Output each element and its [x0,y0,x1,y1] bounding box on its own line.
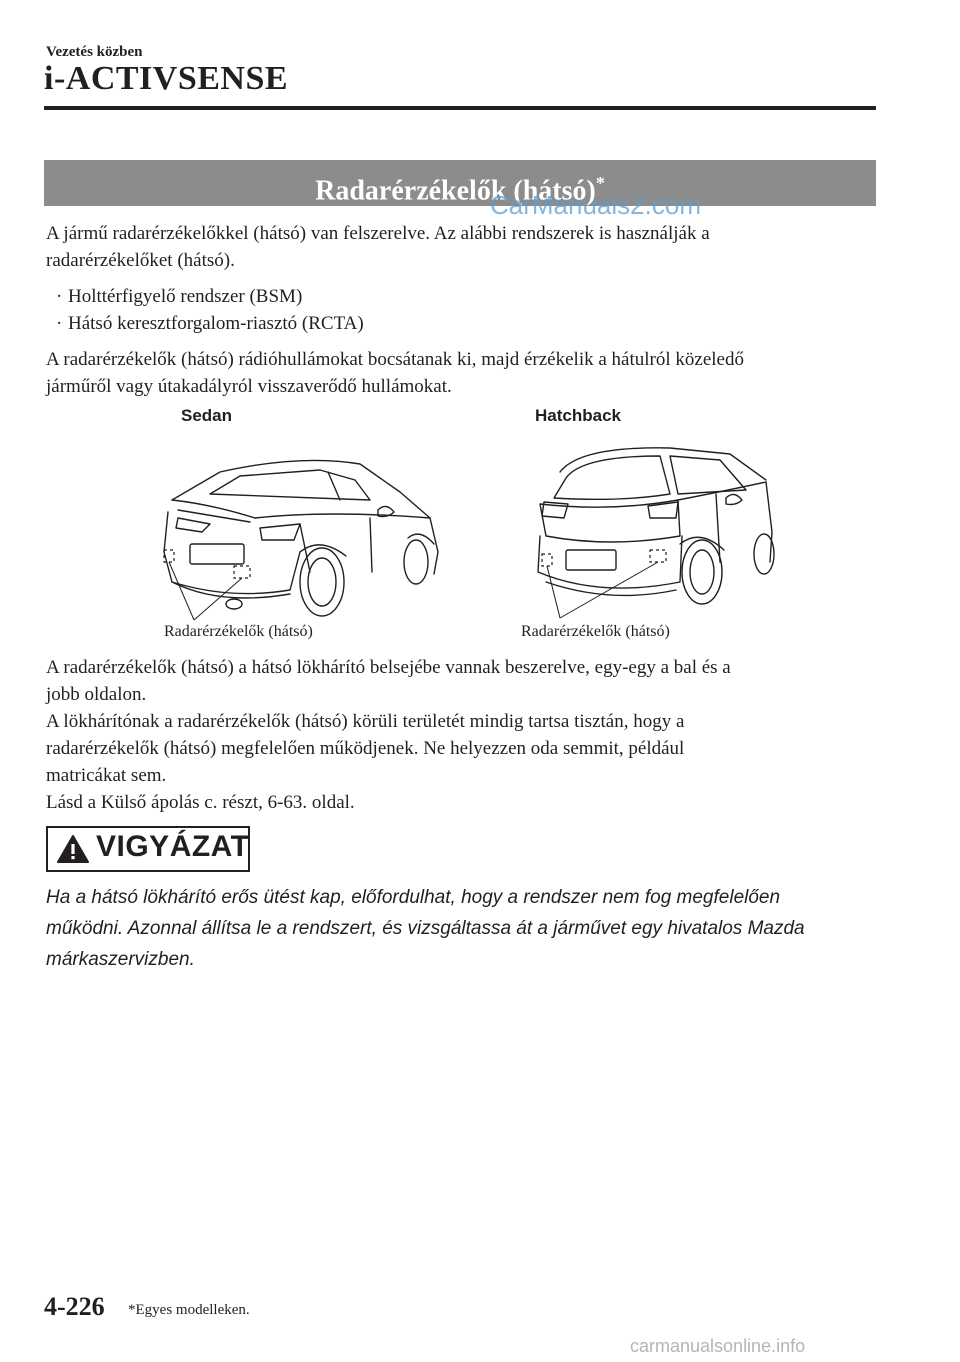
figure-title-sedan: Sedan [181,406,233,425]
warning-label: VIGYÁZAT [96,830,250,863]
bullet-item-rcta [56,310,364,337]
body-line: A radarérzékelők (hátsó) a hátsó lökhárító belsejébe vannak beszerelve, egy-egy a bal és a [46,657,731,678]
body-line: jobb oldalon. [46,684,147,705]
body-line: matricákat sem. [46,765,167,786]
intro-line: radarérzékelőket (hátsó). [46,250,235,271]
body-line: Lásd a Külső ápolás c. részt, 6-63. oldal. [46,792,355,813]
chapter-title: i-ACTIVSENSE [44,60,289,97]
figure-caption-hatchback: Radarérzékelők (hátsó) [521,623,670,640]
sedan-illustration [150,432,450,624]
watermark-bottom: carmanualsonline.info [630,1336,806,1356]
warning-triangle-icon [56,834,90,864]
bullet-item-bsm [56,283,302,310]
bullet-text: Holttérfigyelő rendszer (BSM) [68,286,303,307]
page-number: 4-226 [44,1292,105,1321]
warning-text [46,882,876,975]
radar-paragraph [46,346,876,400]
banner-asterisk: * [595,173,605,193]
chapter-divider [44,106,876,110]
figure-caption-sedan: Radarérzékelők (hátsó) [164,623,313,640]
hatchback-illustration [520,432,790,624]
figure-title-hatchback: Hatchback [535,406,621,425]
intro-line: A jármű radarérzékelőkkel (hátsó) van felszerelve. Az alábbi rendszerek is használják a [46,223,710,244]
section-banner [44,160,876,206]
warning-line: márkaszervizben. [46,949,195,970]
body-line: radarérzékelők (hátsó) megfelelően működjenek. Ne helyezzen oda semmit, például [46,738,685,759]
body-paragraph [46,654,876,816]
banner-title: Radarérzékelők (hátsó) [315,175,596,207]
radar-line: A radarérzékelők (hátsó) rádióhullámokat bocsátanak ki, majd érzékelik a hátulról közeledő [46,349,744,370]
bullet-text: Hátsó keresztforgalom-riasztó (RCTA) [68,313,364,334]
intro-paragraph [46,220,876,274]
watermark-top: CarManuals2.com [490,190,701,220]
warning-line: Ha a hátsó lökhárító erős ütést kap, előfordulhat, hogy a rendszer nem fog megfelelően [46,887,781,908]
bullet-dot: · [56,313,63,334]
bullet-dot: · [56,286,63,307]
body-line: A lökhárítónak a radarérzékelők (hátsó) körüli területét mindig tartsa tisztán, hogy a [46,711,685,732]
radar-line: járműről vagy útakadályról visszaverődő hullámokat. [46,376,452,397]
footnote: *Egyes modelleken. [128,1302,250,1318]
warning-line: működni. Azonnal állítsa le a rendszert, és vizsgáltassa át a járművet egy hivatalos Mazda [46,918,805,939]
section-label: Vezetés közben [46,44,143,60]
